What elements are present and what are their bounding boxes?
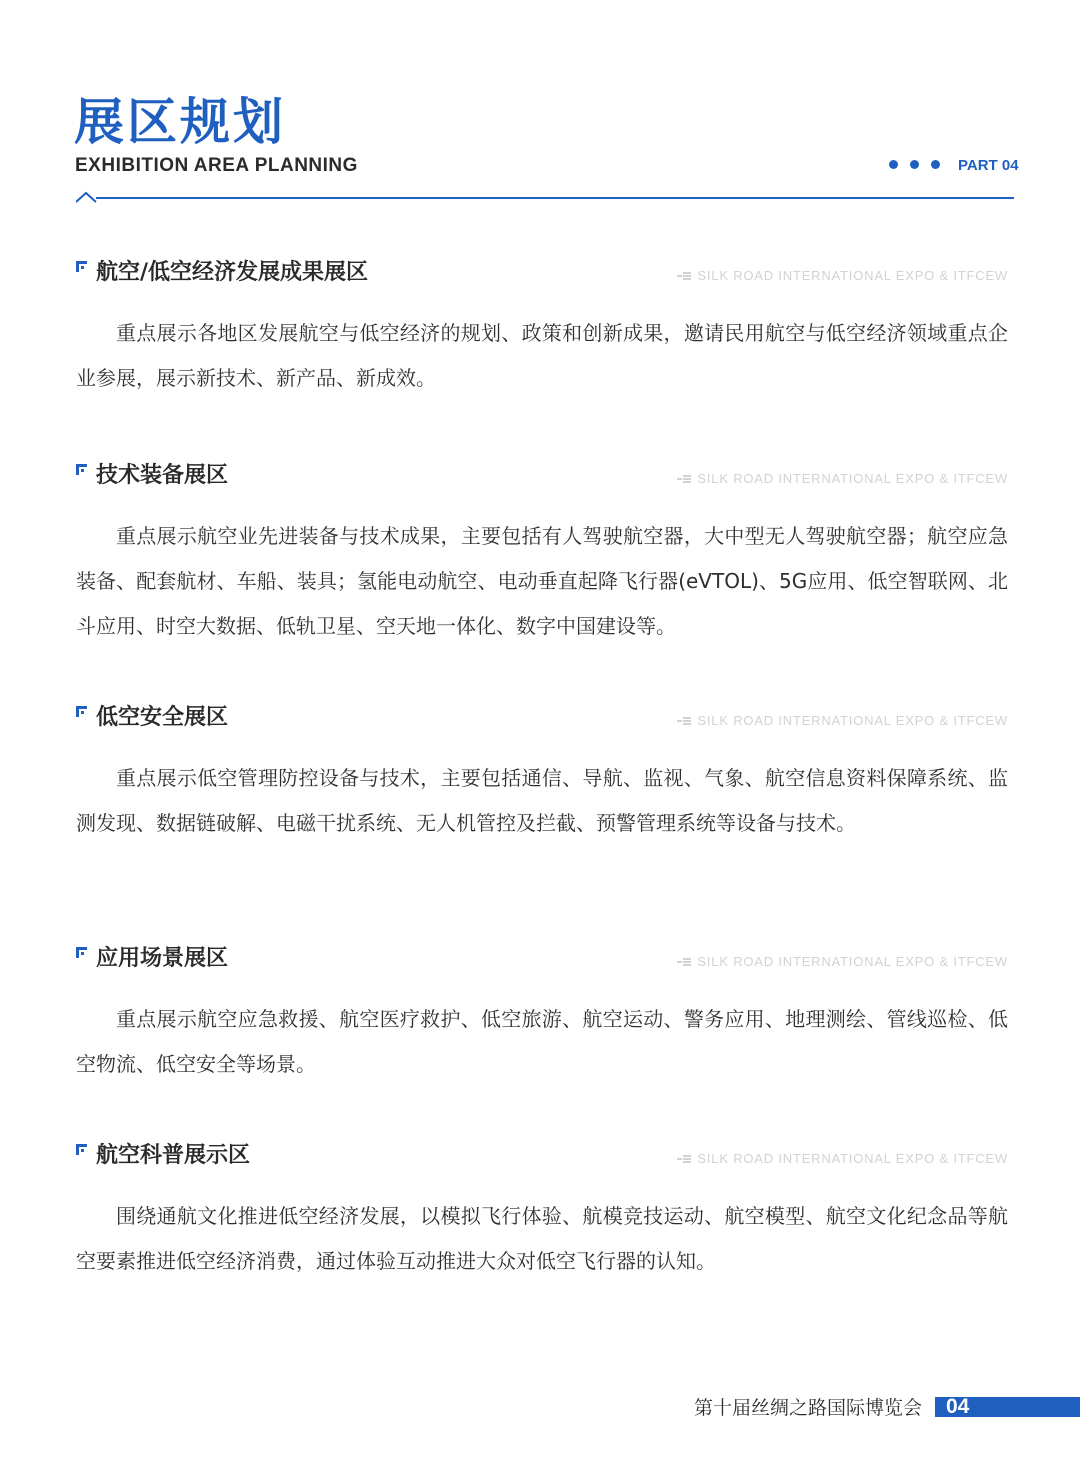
section-header	[76, 462, 1008, 492]
section-body: 重点展示航空业先进装备与技术成果，主要包括有人驾驶航空器，大中型无人驾驶航空器；航空应急装备、配套航材、车船、装具；氢能电动航空、电动垂直起降飞行器(eVTOL)、5G应用、低空智联网、北斗应用、时空大数据、低轨卫星、空天地一体化、数字中国建设等。	[76, 524, 1008, 638]
watermark	[677, 468, 1008, 487]
section-title: 低空安全展区	[96, 705, 229, 730]
section-title: 航空科普展示区	[96, 1143, 251, 1168]
watermark	[677, 1148, 1008, 1167]
corner-bracket-icon	[76, 706, 88, 718]
footer-event-name: 第十届丝绸之路国际博览会	[694, 1397, 923, 1419]
watermark	[677, 710, 1008, 729]
page-subtitle: EXHIBITION AREA PLANNING	[75, 155, 358, 176]
dot-icon	[889, 160, 898, 169]
section-title: 航空/低空经济发展成果展区	[96, 260, 369, 285]
section-body: 重点展示航空应急救援、航空医疗救护、低空旅游、航空运动、警务应用、地理测绘、管线巡检、低空物流、低空安全等场景。	[76, 1007, 1008, 1076]
header-divider	[76, 190, 1016, 204]
section-title: 技术装备展区	[96, 463, 229, 488]
dot-icon	[910, 160, 919, 169]
corner-bracket-icon	[76, 947, 88, 959]
corner-bracket-icon	[76, 464, 88, 476]
watermark-text: SILK ROAD INTERNATIONAL EXPO & ITFCEW	[697, 471, 1008, 486]
lines-icon	[677, 1155, 691, 1163]
watermark-text: SILK ROAD INTERNATIONAL EXPO & ITFCEW	[697, 1151, 1008, 1166]
watermark	[677, 951, 1008, 970]
watermark	[677, 265, 1008, 284]
section-header	[76, 1142, 1008, 1172]
section-header	[76, 704, 1008, 734]
page-title: 展区规划	[74, 93, 286, 151]
page-number: 04	[946, 1395, 970, 1418]
watermark-text: SILK ROAD INTERNATIONAL EXPO & ITFCEW	[697, 954, 1008, 969]
section-header	[76, 945, 1008, 975]
section-body: 重点展示低空管理防控设备与技术，主要包括通信、导航、监视、气象、航空信息资料保障系统、监测发现、数据链破解、电磁干扰系统、无人机管控及拦截、预警管理系统等设备与技术。	[76, 766, 1008, 835]
dot-icon	[931, 160, 940, 169]
section-title: 应用场景展区	[96, 946, 229, 971]
corner-bracket-icon	[76, 1144, 88, 1156]
section-body: 重点展示各地区发展航空与低空经济的规划、政策和创新成果，邀请民用航空与低空经济领域重点企业参展，展示新技术、新产品、新成效。	[76, 321, 1008, 390]
lines-icon	[677, 717, 691, 725]
corner-bracket-icon	[76, 261, 88, 273]
lines-icon	[677, 272, 691, 280]
section-header	[76, 259, 1008, 289]
watermark-text: SILK ROAD INTERNATIONAL EXPO & ITFCEW	[697, 713, 1008, 728]
watermark-text: SILK ROAD INTERNATIONAL EXPO & ITFCEW	[697, 268, 1008, 283]
lines-icon	[677, 958, 691, 966]
part-label: PART 04	[958, 157, 1019, 174]
lines-icon	[677, 475, 691, 483]
section-body: 围绕通航文化推进低空经济发展，以模拟飞行体验、航模竞技运动、航空模型、航空文化纪念品等航空要素推进低空经济消费，通过体验互动推进大众对低空飞行器的认知。	[76, 1204, 1008, 1273]
